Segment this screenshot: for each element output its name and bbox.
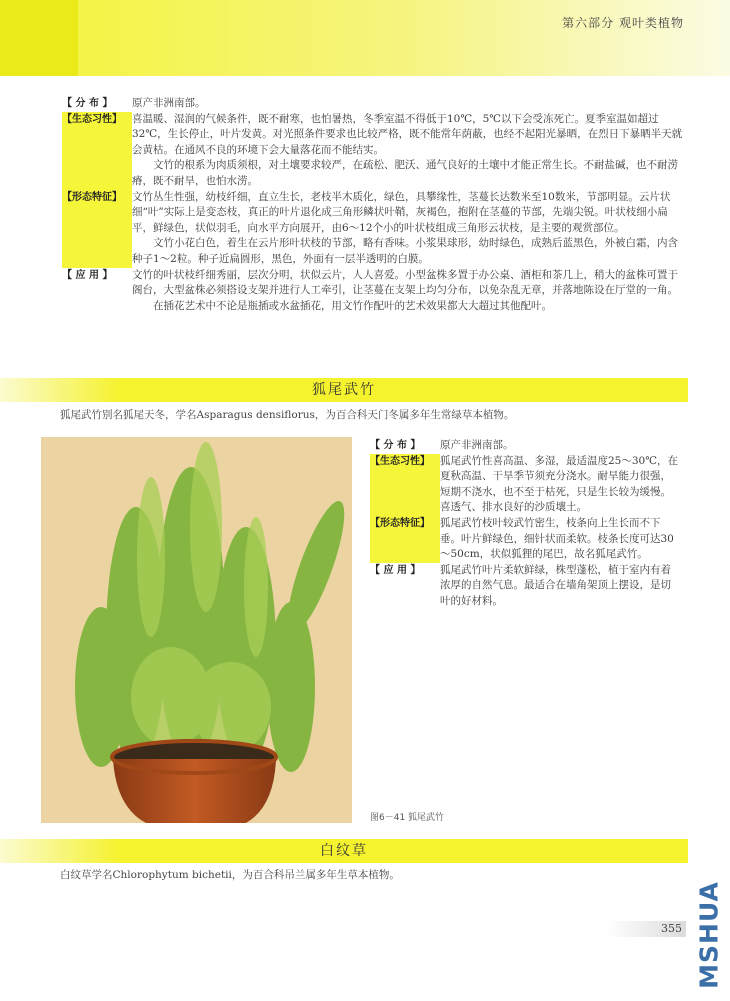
attribute-text — [132, 96, 684, 112]
plant-photo — [41, 437, 352, 823]
chapter-header-title: 第六部分 观叶类植物 — [562, 16, 684, 30]
header-tab — [0, 0, 78, 76]
watermark-text: MSHUA — [694, 881, 724, 989]
paragraph: 在插花艺术中不论是瓶插或水盆插花，用文竹作配叶的艺术效果都大大超过其他配叶。 — [153, 299, 552, 312]
attribute-row — [62, 96, 684, 112]
attribute-text — [440, 438, 680, 454]
section-huweiwuzhu — [370, 438, 680, 610]
attribute-row — [62, 268, 684, 315]
attribute-label: 【 分 布 】 — [370, 440, 421, 451]
paragraph: 狐尾武竹性喜高温、多湿，最适温度25～30℃，在夏秋高温、干旱季节须充分浇水。耐旱能力很强，短期不浇水，也不至于枯死，只是生长较为缓慢。喜透气、排水良好的沙质壤土。 — [440, 454, 678, 514]
page-number: 355 — [606, 921, 686, 937]
intro-baiwencao: 白纹草学名Chlorophytum bichetii，为百合科吊兰属多年生草本植物。 — [60, 869, 400, 881]
attribute-label: 【 分 布 】 — [62, 98, 113, 109]
paragraph: 文竹小花白色，着生在云片形叶状枝的节部，略有香味。小浆果球形，幼时绿色，成熟后蓝黑色，外被白霜，内含种子1～2粒。种子近扁圆形，黑色，外面有一层半透明的白膜。 — [132, 237, 678, 265]
attribute-row — [370, 438, 680, 454]
attribute-label: 【生态习性】 — [62, 112, 132, 190]
paragraph: 喜温暖、湿润的气候条件，既不耐寒，也怕暑热，冬季室温不得低于10℃，5℃以下会受冻死亡。夏季室温如超过32℃，生长停止，叶片发黄。对光照条件要求也比较严格，既不能常年荫蔽，也经不起阳光暴晒，在烈日下暴晒半天就会黄枯。在通风不良的环境下会大量落花而不能结实。 — [132, 112, 683, 156]
figure-caption: 图6－41 狐尾武竹 — [370, 813, 445, 823]
intro-huweiwuzhu: 狐尾武竹别名狐尾天冬，学名Asparagus densiflorus，为百合科天门冬属多年生常绿草本植物。 — [60, 409, 515, 421]
section-band-huweiwuzhu — [0, 378, 688, 402]
attribute-row — [370, 454, 680, 516]
attribute-text — [440, 563, 680, 610]
header-bar — [0, 0, 730, 76]
attribute-label: 【形态特征】 — [370, 516, 440, 563]
attribute-label: 【形态特征】 — [62, 190, 132, 268]
attribute-row — [62, 190, 684, 268]
section-band-baiwencao — [0, 839, 688, 863]
paragraph: 文竹丛生性强，幼枝纤细，直立生长，老枝半木质化，绿色，具攀缘性，茎蔓长达数米至10数米，节部明显。云片状细“叶”实际上是变态枝，真正的叶片退化成三角形鳞状叶鞘，灰褐色，抱附在茎蔓的节部，先端尖锐。叶状枝细小扁平，鲜绿色，状似羽毛，向水平方向展开，由6～12个小的叶状枝组成三角形云状枝，是主要的观赏部位。 — [132, 190, 671, 234]
attribute-row — [62, 112, 684, 190]
attribute-label: 【 应 用 】 — [62, 269, 113, 281]
attribute-label: 【生态习性】 — [370, 454, 440, 516]
paragraph: 狐尾武竹枝叶较武竹密生，枝条向上生长而不下垂。叶片鲜绿色，细针状而柔软。枝条长度可达30～50cm，状似狐狸的尾巴，故名狐尾武竹。 — [440, 516, 674, 561]
watermark-logo — [692, 876, 726, 994]
section-wenzhu — [62, 96, 684, 314]
attribute-row — [370, 516, 680, 563]
paragraph: 文竹的叶状枝纤细秀丽，层次分明，状似云片，人人喜爱。小型盆株多置于办公桌、酒柜和茶几上，稍大的盆株可置于阁台，大型盆株必须搭设支架并进行人工牵引，让茎蔓在支架上均匀分布，以免杂乱无章，并落地陈设在厅堂的一角。 — [132, 268, 678, 297]
attribute-text — [132, 268, 684, 315]
paragraph: 原产非洲南部。 — [440, 439, 514, 451]
paragraph: 狐尾武竹叶片柔软鲜绿，株型蓬松，植于室内有着浓厚的自然气息。最适合在墙角架顶上摆设，是切叶的好材料。 — [440, 563, 671, 607]
attribute-text — [440, 454, 680, 516]
attribute-text — [132, 112, 684, 190]
attribute-row — [370, 563, 680, 610]
band-title-2: 白纹草 — [320, 843, 368, 859]
foxtail-fern-illustration — [41, 437, 352, 823]
band-title: 狐尾武竹 — [312, 382, 376, 398]
attribute-text — [440, 516, 680, 563]
attribute-text — [132, 190, 684, 268]
paragraph: 文竹的根系为肉质须根，对土壤要求较严，在疏松、肥沃、通气良好的土壤中才能正常生长。不耐盐碱，也不耐涝瘠，既不耐旱，也怕水涝。 — [132, 159, 678, 187]
paragraph: 原产非洲南部。 — [132, 97, 206, 109]
attribute-label: 【 应 用 】 — [370, 564, 421, 576]
